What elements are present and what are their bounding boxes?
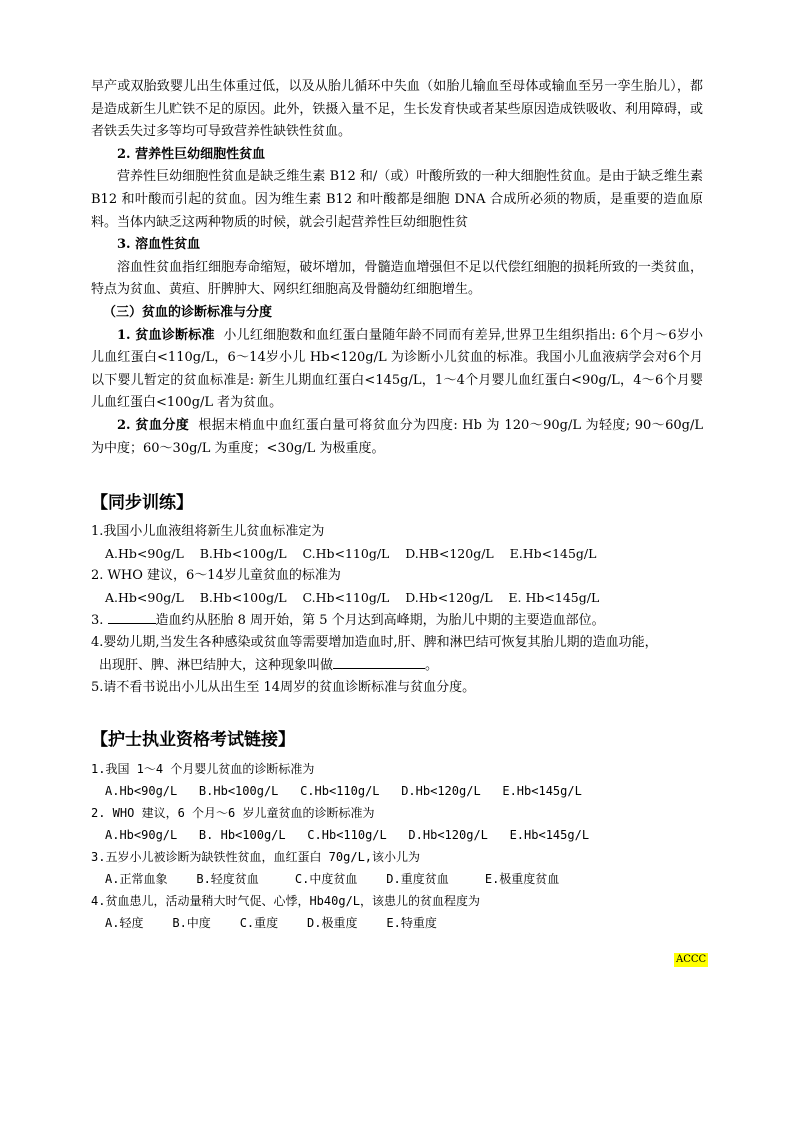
exam-title: 【护士执业资格考试链接】	[91, 730, 295, 751]
training-q4-end: 。	[425, 658, 439, 674]
grade-text: 根据末梢血中血红蛋白量可将贫血分为四度: Hb 为 120～90g/L 为轻度; 90～60g/L 为中度；60～30g/L 为重度；<30g/L 为极重度。	[91, 417, 703, 456]
exam-q2: 2. WHO 建议，6 个月～6 岁儿童贫血的诊断标准为	[91, 806, 375, 821]
training-q3	[91, 609, 703, 632]
training-q3-blank[interactable]	[108, 609, 156, 624]
training-questions	[91, 521, 703, 699]
diagnosis-standard-label: 1. 贫血诊断标准	[117, 327, 215, 343]
section-3-heading: 3. 溶血性贫血	[117, 237, 201, 253]
training-q1-options: A.Hb<90g/L B.Hb<100g/L C.Hb<110g/L D.HB<120g/L E.Hb<145g/L	[105, 546, 597, 562]
exam-q4: 4.贫血患儿，活动量稍大时气促、心悸，Hb40g/L，该患儿的贫血程度为	[91, 894, 481, 909]
footer-highlight-mark: ACCC	[676, 954, 707, 965]
document-page	[91, 76, 703, 934]
exam-q1-options: A.Hb<90g/L B.Hb<100g/L C.Hb<110g/L D.Hb<120g/L E.Hb<145g/L	[105, 784, 582, 799]
exam-q1: 1.我国 1～4 个月婴儿贫血的诊断标准为	[91, 762, 315, 777]
exam-q3-options: A.正常血象 B.轻度贫血 C.中度贫血 D.重度贫血 E.极重度贫血	[105, 872, 560, 887]
training-q2: 2. WHO 建议，6～14岁儿童贫血的标准为	[91, 568, 341, 584]
diagnosis-section-heading: （三）贫血的诊断标准与分度	[103, 304, 273, 320]
section-2-paragraph: 营养性巨幼细胞性贫血是缺乏维生素 B12 和/（或）叶酸所致的一种大细胞性贫血。是由于缺乏维生素 B12 和叶酸而引起的贫血。因为维生素 B12 和叶酸都是细胞 DNA 合成所必须的物质，是重要的造血原料。当体内缺乏这两种物质的时候，就会引起营养性巨幼细胞性贫	[91, 169, 703, 230]
exam-questions	[91, 758, 703, 934]
grade-label: 2. 贫血分度	[117, 417, 190, 433]
training-q5: 5.请不看书说出小儿从出生至 14周岁的贫血诊断标准与贫血分度。	[91, 680, 476, 696]
exam-q3: 3.五岁小儿被诊断为缺铁性贫血，血红蛋白 70g/L,该小儿为	[91, 850, 421, 865]
training-q4-line2	[91, 654, 703, 677]
training-q4-line1: 4.婴幼儿期,当发生各种感染或贫血等需要增加造血时,肝、脾和淋巴结可恢复其胎儿期的造血功能，	[91, 635, 658, 651]
exam-q4-options: A.轻度 B.中度 C.重度 D.极重度 E.特重度	[105, 916, 437, 931]
training-q4-blank[interactable]	[333, 654, 425, 669]
intro-paragraph: 早产或双胎致婴儿出生体重过低，以及从胎儿循环中失血（如胎儿输血至母体或输血至另一孪生胎儿），都是造成新生儿贮铁不足的原因。此外，铁摄入量不足，生长发育快或者某些原因造成铁吸收、利用障碍，或者铁丢失过多等均可导致营养性缺铁性贫血。	[91, 79, 703, 140]
diagnosis-standard-text: 小儿红细胞数和血红蛋白量随年龄不同而有差异,世界卫生组织指出: 6个月～6岁小儿血红蛋白<110g/L，6～14岁小儿 Hb<120g/L 为诊断小儿贫血的标准。我国小儿血液病学会对6个月以下婴儿暂定的贫血标准是: 新生儿期血红蛋白<145g/L，1～4个月婴儿血红蛋白<90g/L，4～6个月婴儿血红蛋白<100g/L 者为贫血。	[91, 327, 703, 411]
training-q1: 1.我国小儿血液组将新生儿贫血标准定为	[91, 524, 325, 540]
training-q2-options: A.Hb<90g/L B.Hb<100g/L C.Hb<110g/L D.Hb<120g/L E. Hb<145g/L	[105, 590, 600, 606]
diagnosis-standard-paragraph	[91, 325, 703, 415]
section-2-heading: 2. 营养性巨幼细胞性贫血	[117, 146, 266, 162]
section-3-paragraph: 溶血性贫血指红细胞寿命缩短，破坏增加，骨髓造血增强但不足以代偿红细胞的损耗所致的一类贫血，特点为贫血、黄疸、肝脾肿大、网织红细胞高及骨髓幼红细胞增生。	[91, 259, 703, 298]
training-q3-text: 造血约从胚胎 8 周开始，第 5 个月达到高峰期，为胎儿中期的主要造血部位。	[155, 613, 605, 629]
exam-q2-options: A.Hb<90g/L B. Hb<100g/L C.Hb<110g/L D.Hb<120g/L E.Hb<145g/L	[105, 828, 590, 843]
training-q4-text: 出现肝、脾、淋巴结肿大，这种现象叫做	[99, 658, 334, 674]
grade-paragraph	[91, 415, 703, 460]
training-title: 【同步训练】	[91, 493, 193, 514]
training-q3-number: 3.	[91, 613, 104, 629]
